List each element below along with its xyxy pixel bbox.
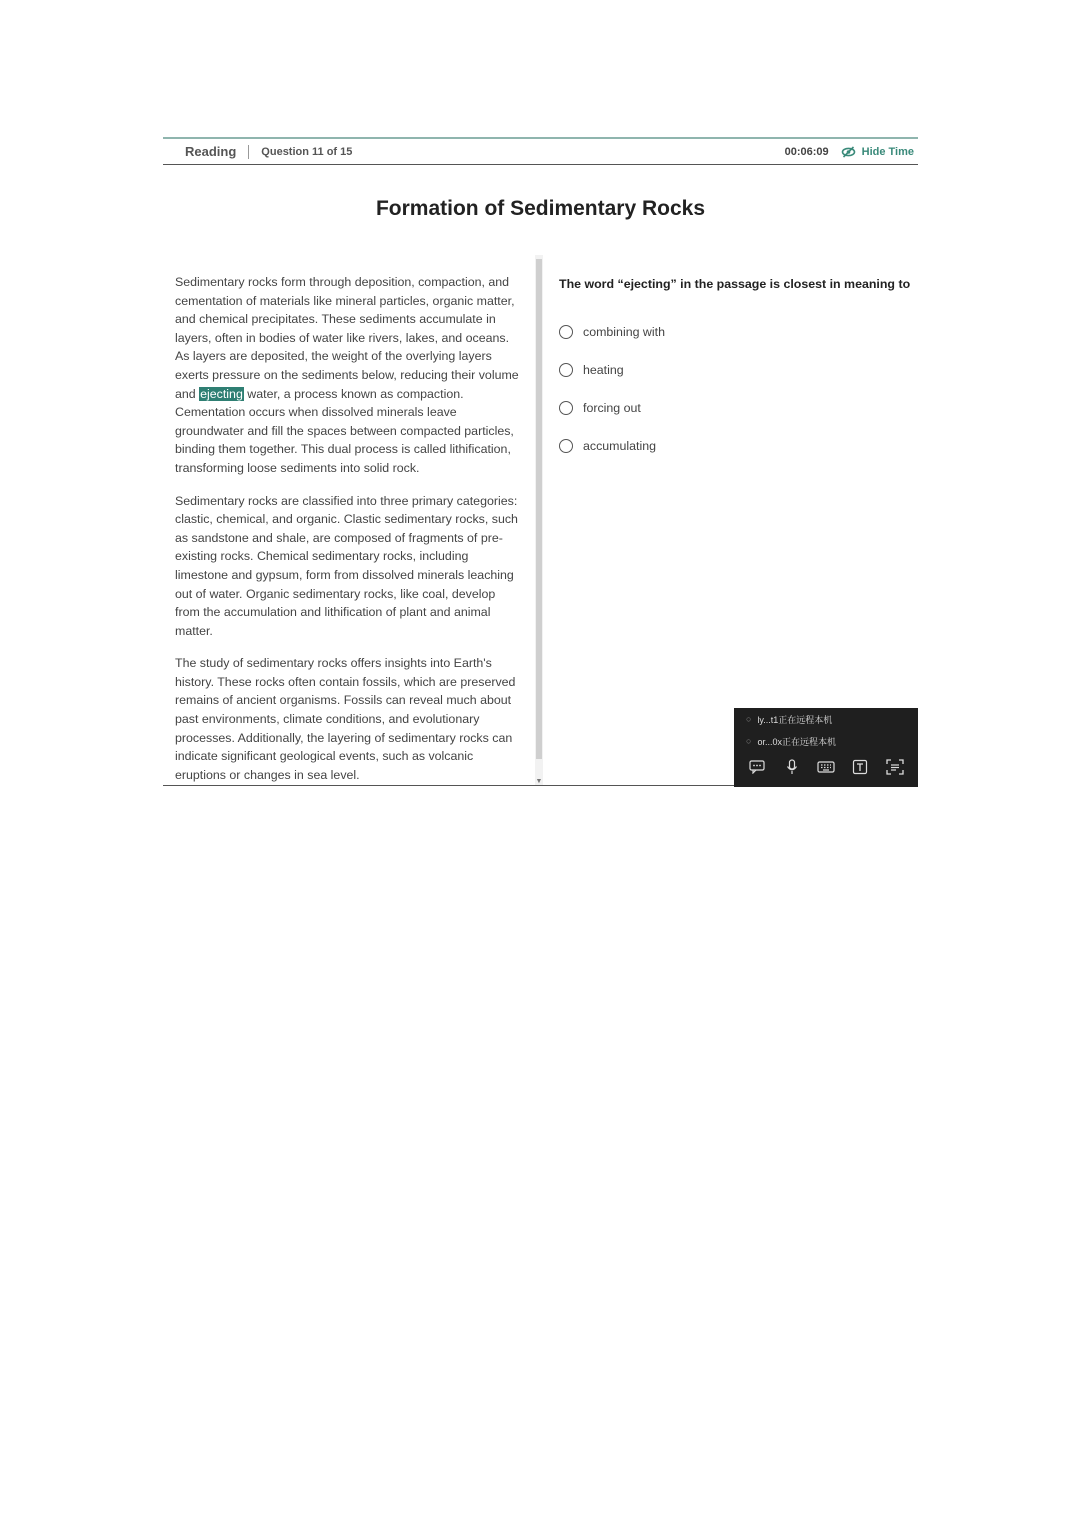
keyboard-icon[interactable]	[816, 757, 836, 777]
answer-option[interactable]	[559, 351, 665, 389]
divider	[248, 145, 249, 159]
passage-title: Formation of Sedimentary Rocks	[375, 197, 706, 220]
remote-toolbar	[734, 752, 918, 782]
remote-control-panel	[734, 708, 918, 787]
answer-option[interactable]	[559, 313, 665, 351]
radio-button[interactable]	[559, 363, 573, 377]
answer-option[interactable]	[559, 389, 665, 427]
passage-paragraph-3: The study of sedimentary rocks offers insights into Earth's history. These rocks often contain fossils, which are preserved remains of ancient organisms. Fossils can reveal much about past environments, climate conditions, and evolutionary processes. Additionally, the layering of sedimentary rocks can indicate significant geological events, such as volcanic eruptions or changes in sea level.	[175, 656, 516, 782]
scrollbar-thumb[interactable]	[536, 259, 542, 759]
remote-user-row	[734, 730, 918, 752]
user-icon: ○	[746, 736, 752, 746]
radio-button[interactable]	[559, 401, 573, 415]
chat-icon[interactable]	[747, 757, 767, 777]
question-prompt: The word “ejecting” in the passage is closest in meaning to	[559, 277, 911, 291]
question-counter: Question 11 of 15	[261, 145, 353, 158]
passage	[175, 273, 521, 783]
eye-slash-icon	[841, 146, 856, 158]
option-label: accumulating	[583, 439, 657, 453]
hide-time-button[interactable]	[841, 146, 914, 158]
top-bar	[163, 137, 918, 165]
passage-paragraph-1	[175, 273, 521, 478]
radio-button[interactable]	[559, 439, 573, 453]
scroll-down-arrow-icon[interactable]: ▼	[535, 778, 543, 785]
remote-user-label: or...0x正在远程本机	[757, 736, 836, 747]
user-icon: ○	[746, 714, 752, 724]
remote-user-label: ly...t1正在远程本机	[757, 714, 833, 725]
highlighted-word: ejecting	[200, 386, 243, 401]
radio-button[interactable]	[559, 325, 573, 339]
passage-paragraph-2: Sedimentary rocks are classified into three primary categories: clastic, chemical, and organic. Clastic sedimentary rocks, such as sandstone and shale, are composed of fragments of pre-existing rocks. Chemical sedimentary rocks, including limestone and gypsum, form from dissolved minerals leaching out of water. Organic sedimentary rocks, like coal, develop from the accumulation and lithification of plant and animal matter.	[175, 493, 518, 638]
screenshot-icon[interactable]	[885, 757, 905, 777]
passage-text: water, a process known as compaction. Cementation occurs when dissolved minerals leave groundwater and fill the spaces between compacted particles, binding them together. This dual process is called lithification, transforming loose sediments into solid rock.	[175, 386, 514, 475]
passage-text: Sedimentary rocks form through deposition, compaction, and cementation of materials like mineral particles, organic matter, and chemical precipitates. These sediments accumulate in layers, often in bodies of water like rivers, lakes, and oceans. As layers are deposited, the weight of the overlying layers exerts pressure on the sediments below, reducing their volume and	[175, 275, 519, 401]
remote-user-row	[734, 708, 918, 730]
text-icon[interactable]	[850, 757, 870, 777]
timer: 00:06:09	[784, 145, 829, 158]
microphone-icon[interactable]	[782, 757, 802, 777]
test-window	[163, 137, 918, 787]
option-label: combining with	[583, 325, 665, 339]
answer-options	[559, 313, 665, 465]
passage-scrollbar[interactable]	[535, 255, 543, 785]
option-label: heating	[583, 363, 624, 377]
option-label: forcing out	[583, 401, 641, 415]
section-name: Reading	[185, 144, 237, 159]
hide-time-label: Hide Time	[861, 145, 914, 158]
answer-option[interactable]	[559, 427, 665, 465]
